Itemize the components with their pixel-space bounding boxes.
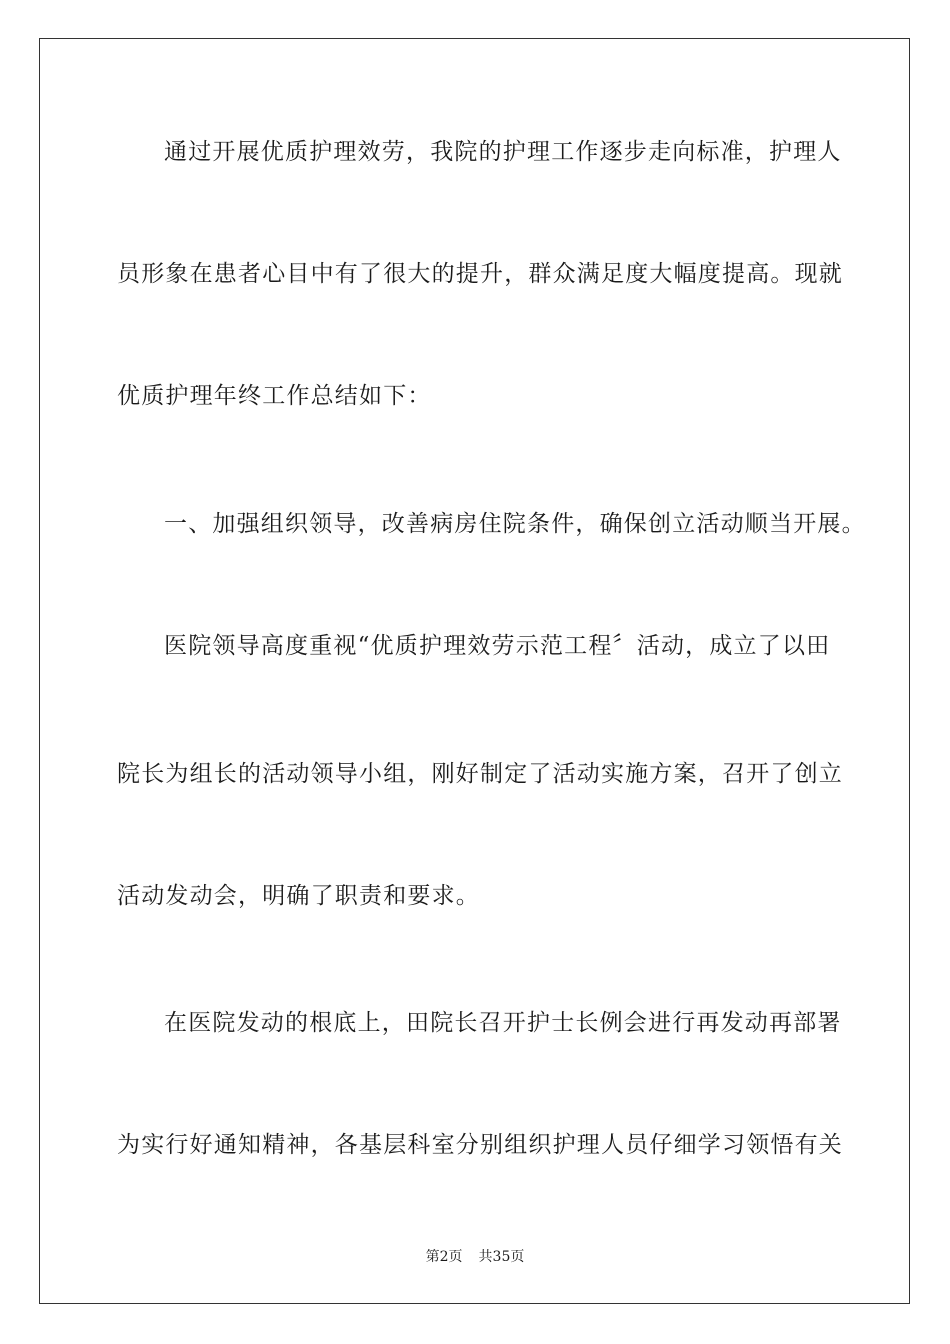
paragraph-line: 优质护理年终工作总结如下： xyxy=(117,383,432,409)
paragraph-line: 为实行好通知精神，各基层科室分别组织护理人员仔细学习领悟有关 xyxy=(117,1132,843,1158)
page-number: 第2页 xyxy=(425,1249,463,1265)
paragraph-line: 活动发动会，明确了职责和要求。 xyxy=(117,883,480,909)
paragraph-line: 员形象在患者心目中有了很大的提升，群众满足度大幅度提高。现就 xyxy=(117,261,843,287)
page-frame xyxy=(39,38,910,1304)
page-footer xyxy=(0,1246,950,1266)
page-total: 共35页 xyxy=(478,1249,525,1265)
paragraph-line: 通过开展优质护理效劳，我院的护理工作逐步走向标准，护理人 xyxy=(164,139,842,165)
paragraph-line: 医院领导高度重视“优质护理效劳示范工程〞活动，成立了以田 xyxy=(164,633,831,659)
section-heading: 一、加强组织领导，改善病房住院条件，确保创立活动顺当开展。 xyxy=(164,511,866,537)
paragraph-line: 在医院发动的根底上，田院长召开护士长例会进行再发动再部署 xyxy=(164,1010,842,1036)
paragraph-line: 院长为组长的活动领导小组，刚好制定了活动实施方案，召开了创立 xyxy=(117,761,843,787)
